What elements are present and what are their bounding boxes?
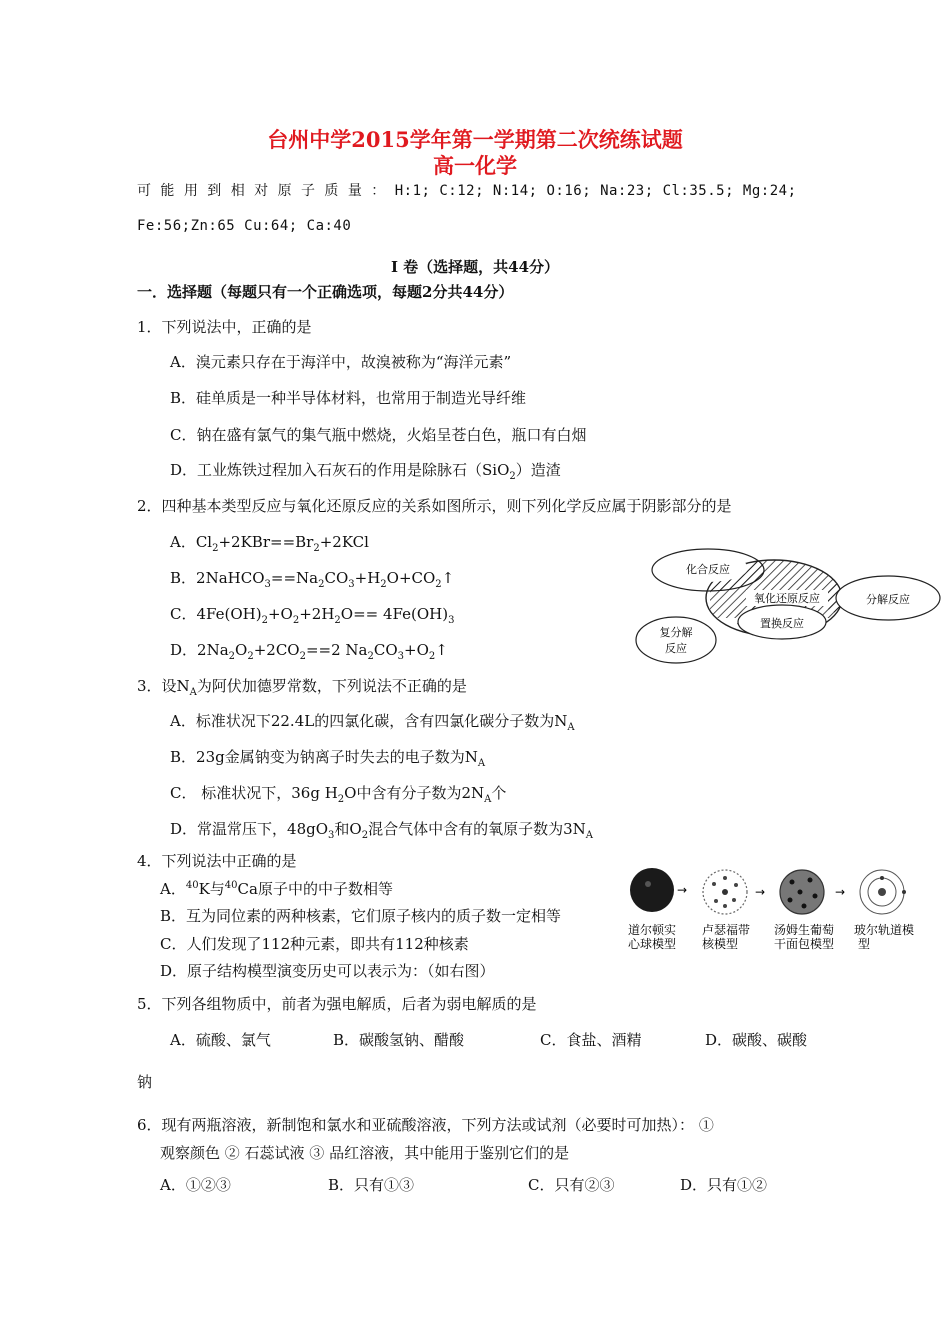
- q6-option-c: C．只有②③: [528, 1176, 615, 1194]
- bohr-model: [860, 870, 906, 914]
- q6-option-d: D．只有①②: [680, 1176, 768, 1194]
- model-label-2b: 核模型: [701, 937, 739, 951]
- q6-option-a: A．①②③: [160, 1176, 231, 1194]
- double-decomposition-ellipse: [636, 617, 716, 663]
- q5-stem: 5．下列各组物质中，前者为强电解质，后者为弱电解质的是: [137, 995, 537, 1013]
- atomic-mass-line-2: Fe:56;Zn:65 Cu:64; Ca:40: [137, 218, 352, 234]
- model-label-2a: 卢瑟福带: [701, 923, 751, 937]
- q3-option-a: A．标准状况下22.4L的四氯化碳，含有四氯化碳分子数为$N_A$: [170, 712, 575, 733]
- part1-title: Ⅰ 卷（选择题，共44分）: [390, 258, 560, 276]
- q5-option-b: B．碳酸氢钠、醋酸: [333, 1031, 465, 1049]
- exam-title: 台州中学2015学年第一学期第二次统练试题: [267, 127, 683, 152]
- double-decomposition-label-2: 反应: [665, 642, 687, 655]
- q2-stem: 2．四种基本类型反应与氧化还原反应的关系如图所示，则下列化学反应属于阴影部分的是: [137, 497, 732, 515]
- arrow-1: →: [676, 883, 688, 897]
- q5-option-d: D．碳酸、碳酸: [705, 1031, 808, 1049]
- q5-option-a: A．硫酸、氯气: [170, 1031, 271, 1049]
- q1-stem: 1．下列说法中，正确的是: [137, 318, 312, 336]
- model-label-3a: 汤姆生葡萄: [773, 923, 835, 937]
- q4-option-a: A．$^{40}$K与$^{40}$Ca原子中的中子数相等: [160, 880, 393, 898]
- q2-option-b: B．$2NaHCO_3==Na_2CO_3+H_2O+CO_2↑$: [170, 569, 455, 590]
- arrow-3: →: [834, 885, 846, 899]
- q5-option-d-wrap: 钠: [137, 1073, 153, 1091]
- q6-stem-line-1: 6．现有两瓶溶液，新制饱和氯水和亚硫酸溶液，下列方法或试剂（必要时可加热）： ①: [137, 1116, 714, 1134]
- q4-option-d: D．原子结构模型演变历史可以表示为：（如右图）: [160, 962, 495, 980]
- redox-label: 氧化还原反应: [754, 592, 820, 605]
- q1-option-c: C．钠在盛有氯气的集气瓶中燃烧，火焰呈苍白色，瓶口有白烟: [170, 426, 587, 444]
- q1-option-d: D．工业炼铁过程加入石灰石的作用是除脉石（SiO$_2$）造渣: [170, 461, 561, 482]
- q2-option-c: C．$4Fe(OH)_2+O_2+2H_2O== 4Fe(OH)_3$: [170, 605, 455, 626]
- q3-option-c: C． 标准状况下，36g $H_2O$中含有分子数为$2N_A$个: [170, 784, 507, 805]
- reaction-venn-diagram: [630, 544, 944, 666]
- combination-label: 化合反应: [686, 563, 730, 576]
- q1-option-a: A．溴元素只存在于海洋中，故溴被称为“海洋元素”: [170, 353, 512, 371]
- thomson-model: [780, 870, 824, 914]
- model-label-1b: 心球模型: [627, 937, 677, 951]
- q1-option-b: B．硅单质是一种半导体材料，也常用于制造光导纤维: [170, 389, 527, 407]
- q5-option-c: C．食盐、酒精: [540, 1031, 642, 1049]
- model-label-4b: 型: [858, 937, 871, 951]
- dalton-model: [630, 868, 674, 912]
- q2-option-d: D．$2Na_2O_2+2CO_2==2$ $Na_2CO_3+O_2↑$: [170, 641, 448, 662]
- model-label-4a: 玻尔轨道模: [853, 923, 915, 937]
- decomposition-label: 分解反应: [866, 593, 910, 606]
- model-label-1a: 道尔顿实: [627, 923, 677, 937]
- displacement-label: 置换反应: [760, 617, 804, 630]
- arrow-2: →: [754, 885, 766, 899]
- atomic-model-diagram: [620, 866, 930, 958]
- q6-stem-line-2: 观察颜色 ② 石蕊试液 ③ 品红溶液，其中能用于鉴别它们的是: [160, 1144, 570, 1162]
- q3-option-d: D．常温常压下，$48gO_3$和$O_2$混合气体中含有的氧原子数为$3N_A$: [170, 820, 593, 841]
- q4-stem: 4．下列说法中正确的是: [137, 852, 297, 870]
- exam-subject: 高一化学: [433, 153, 517, 178]
- q2-option-a: A．$Cl_2+2KBr==Br_2+2KCl$: [170, 533, 369, 554]
- q4-option-b: B．互为同位素的两种核素，它们原子核内的质子数一定相等: [160, 907, 562, 925]
- q6-option-b: B．只有①③: [328, 1176, 415, 1194]
- q3-option-b: B．23g金属钠变为钠离子时失去的电子数为$N_A$: [170, 748, 486, 769]
- q3-stem: 3．设$N_A$为阿伏加德罗常数，下列说法不正确的是: [137, 677, 467, 698]
- rutherford-model: [703, 870, 747, 914]
- double-decomposition-label-1: 复分解: [659, 626, 693, 639]
- q4-option-c: C．人们发现了112种元素，即共有112种核素: [160, 935, 469, 953]
- atomic-mass-line-1: 可 能 用 到 相 对 原 子 质 量 ： H:1; C:12; N:14; O:16; Na:23; Cl:35.5; Mg:24;: [137, 183, 797, 199]
- section-heading: 一．选择题（每题只有一个正确选项，每题2分共44分）: [137, 283, 514, 301]
- model-label-3b: 干面包模型: [773, 937, 835, 951]
